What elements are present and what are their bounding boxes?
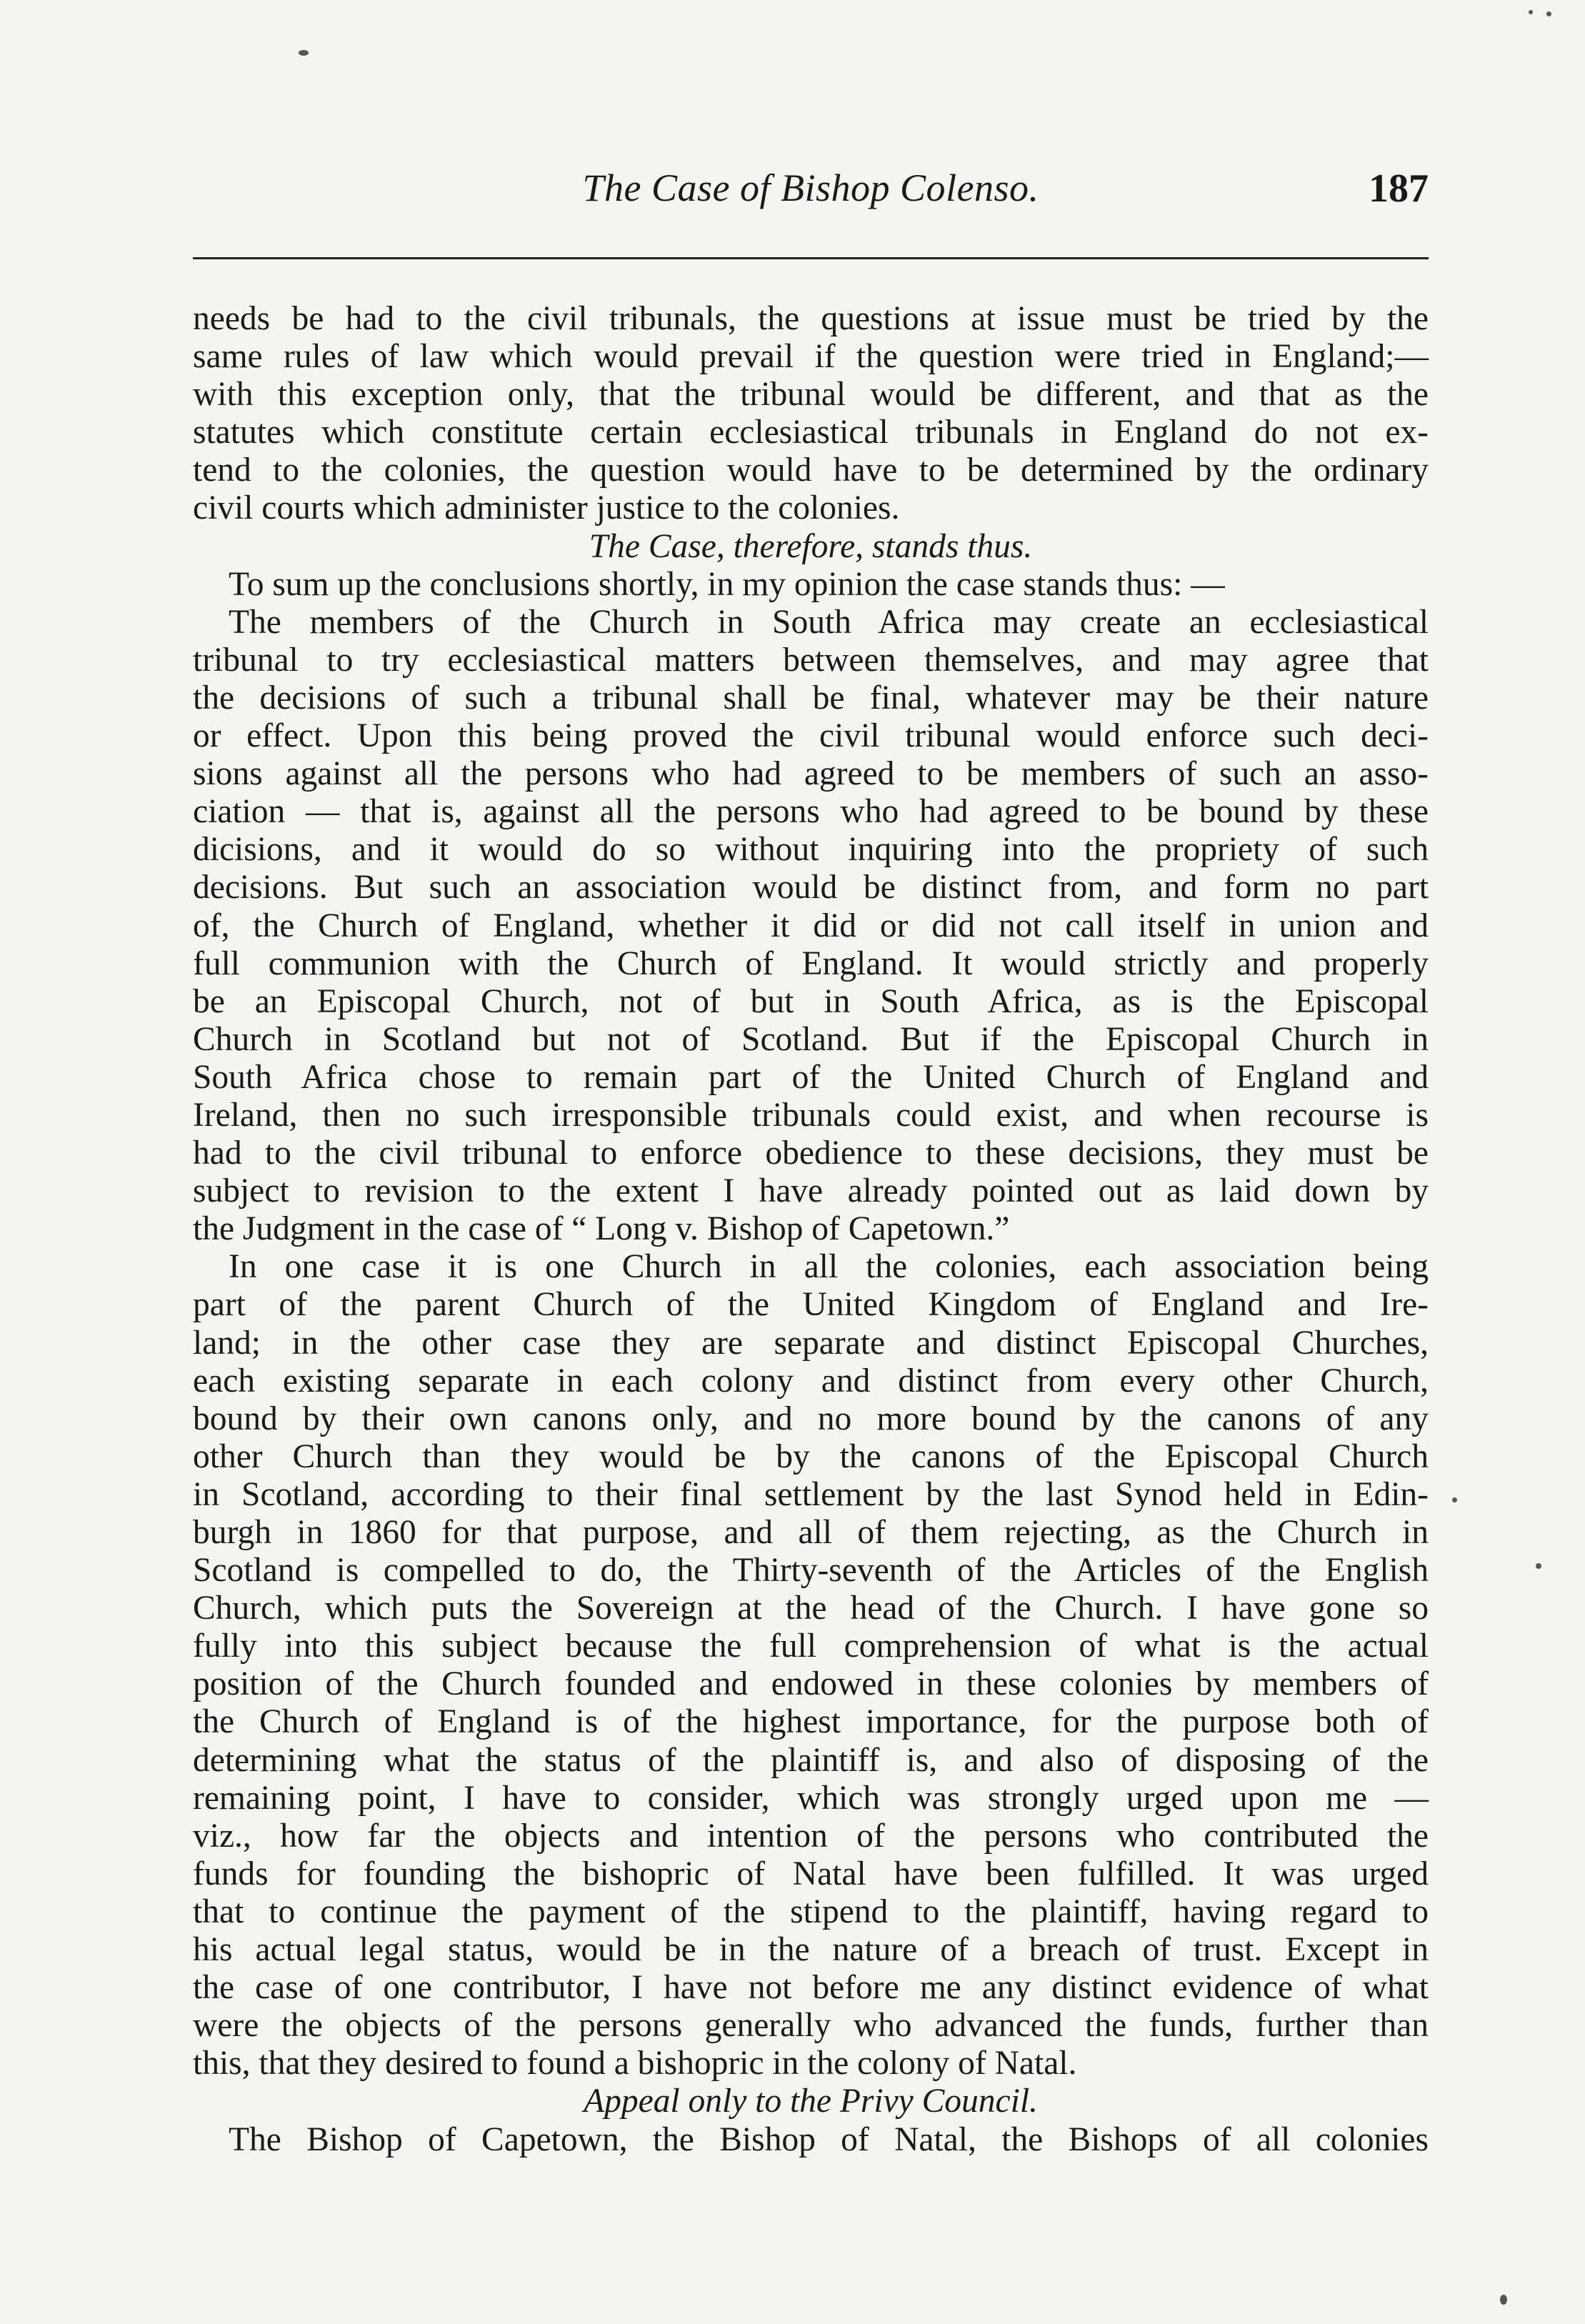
text-line: be an Episcopal Church, not of but in South Africa, as is the Episcopal	[193, 982, 1429, 1020]
text-line: land; in the other case they are separate and distinct Episcopal Churches,	[193, 1324, 1429, 1362]
text-line: the Judgment in the case of “ Long v. Bishop of Capetown.”	[193, 1210, 1010, 1248]
text-line: In one case it is one Church in all the colonies, each association being	[229, 1248, 1429, 1286]
text-line: viz., how far the objects and intention of the persons who contributed the	[193, 1817, 1429, 1855]
scan-speck	[1536, 1563, 1541, 1569]
text-line: remaining point, I have to consider, which was strongly urged upon me —	[193, 1779, 1429, 1817]
text-line: the Church of England is of the highest importance, for the purpose both of	[193, 1703, 1429, 1741]
text-line: Church, which puts the Sovereign at the head of the Church. I have gone so	[193, 1590, 1429, 1627]
text-line: The members of the Church in South Africa may create an ecclesiastical	[229, 603, 1429, 641]
scan-speck	[1546, 11, 1551, 16]
text-line: decisions. But such an association would be distinct from, and form no part	[193, 869, 1429, 907]
body-text	[193, 300, 1429, 2159]
scan-speck	[299, 50, 309, 56]
text-line: position of the Church founded and endowed in these colonies by members of	[193, 1665, 1429, 1703]
text-line: or effect. Upon this being proved the civil tribunal would enforce such deci-	[193, 717, 1429, 755]
text-line: sions against all the persons who had agreed to be members of such an asso-	[193, 755, 1429, 793]
text-line: Scotland is compelled to do, the Thirty-seventh of the Articles of the English	[193, 1552, 1429, 1590]
text-line: statutes which constitute certain ecclesiastical tribunals in England do not ex-	[193, 414, 1429, 452]
text-line: ciation — that is, against all the persons who had agreed to be bound by these	[193, 793, 1429, 831]
text-line: To sum up the conclusions shortly, in my opinion the case stands thus: —	[229, 565, 1225, 603]
text-line: subject to revision to the extent I have already pointed out as laid down by	[193, 1172, 1429, 1210]
text-line: the decisions of such a tribunal shall be final, whatever may be their nature	[193, 679, 1429, 717]
header-rule	[193, 257, 1429, 259]
section-heading: The Case, therefore, stands thus.	[589, 527, 1033, 565]
text-line: in Scotland, according to their final settlement by the last Synod held in Edin-	[193, 1475, 1429, 1513]
text-line: had to the civil tribunal to enforce obedience to these decisions, they must be	[193, 1134, 1429, 1172]
text-line: funds for founding the bishopric of Natal have been fulfilled. It was urged	[193, 1855, 1429, 1892]
text-line: The Bishop of Capetown, the Bishop of Natal, the Bishops of all colonies	[229, 2120, 1429, 2158]
running-title: The Case of Bishop Colenso.	[582, 166, 1039, 209]
text-line: dicisions, and it would do so without inquiring into the propriety of such	[193, 831, 1429, 869]
text-line: with this exception only, that the tribunal would be different, and that as the	[193, 376, 1429, 414]
text-line: determining what the status of the plaintiff is, and also of disposing of the	[193, 1741, 1429, 1779]
text-line: of, the Church of England, whether it did or did not call itself in union and	[193, 907, 1429, 944]
text-line: each existing separate in each colony and distinct from every other Church,	[193, 1362, 1429, 1400]
text-line: tend to the colonies, the question would have to be determined by the ordinary	[193, 452, 1429, 489]
text-line: same rules of law which would prevail if the question were tried in England;—	[193, 338, 1429, 376]
text-line: part of the parent Church of the United Kingdom of England and Ire-	[193, 1286, 1429, 1324]
scan-speck	[1529, 10, 1533, 14]
text-line: the case of one contributor, I have not before me any distinct evidence of what	[193, 1969, 1429, 2007]
section-heading: Appeal only to the Privy Council.	[584, 2083, 1038, 2120]
text-line: his actual legal status, would be in the nature of a breach of trust. Except in	[193, 1931, 1429, 1969]
text-line: needs be had to the civil tribunals, the questions at issue must be tried by the	[193, 300, 1429, 337]
text-line: full communion with the Church of England. It would strictly and properly	[193, 944, 1429, 982]
text-line: Ireland, then no such irresponsible tribunals could exist, and when recourse is	[193, 1096, 1429, 1134]
page-number: 187	[1369, 166, 1429, 211]
text-line: this, that they desired to found a bishopric in the colony of Natal.	[193, 2045, 1077, 2083]
text-line: South Africa chose to remain part of the United Church of England and	[193, 1058, 1429, 1096]
scan-speck	[1500, 2295, 1507, 2305]
page-header	[193, 166, 1429, 223]
scan-speck	[1452, 1497, 1457, 1502]
text-line: bound by their own canons only, and no more bound by the canons of any	[193, 1400, 1429, 1437]
text-line: civil courts which administer justice to the colonies.	[193, 489, 900, 527]
text-line: tribunal to try ecclesiastical matters between themselves, and may agree that	[193, 641, 1429, 679]
text-line: fully into this subject because the full comprehension of what is the actual	[193, 1627, 1429, 1665]
text-line: Church in Scotland but not of Scotland. But if the Episcopal Church in	[193, 1020, 1429, 1058]
text-line: were the objects of the persons generally who advanced the funds, further than	[193, 2007, 1429, 2045]
text-line: other Church than they would be by the canons of the Episcopal Church	[193, 1437, 1429, 1475]
text-line: burgh in 1860 for that purpose, and all of them rejecting, as the Church in	[193, 1514, 1429, 1551]
text-line: that to continue the payment of the stipend to the plaintiff, having regard to	[193, 1892, 1429, 1930]
